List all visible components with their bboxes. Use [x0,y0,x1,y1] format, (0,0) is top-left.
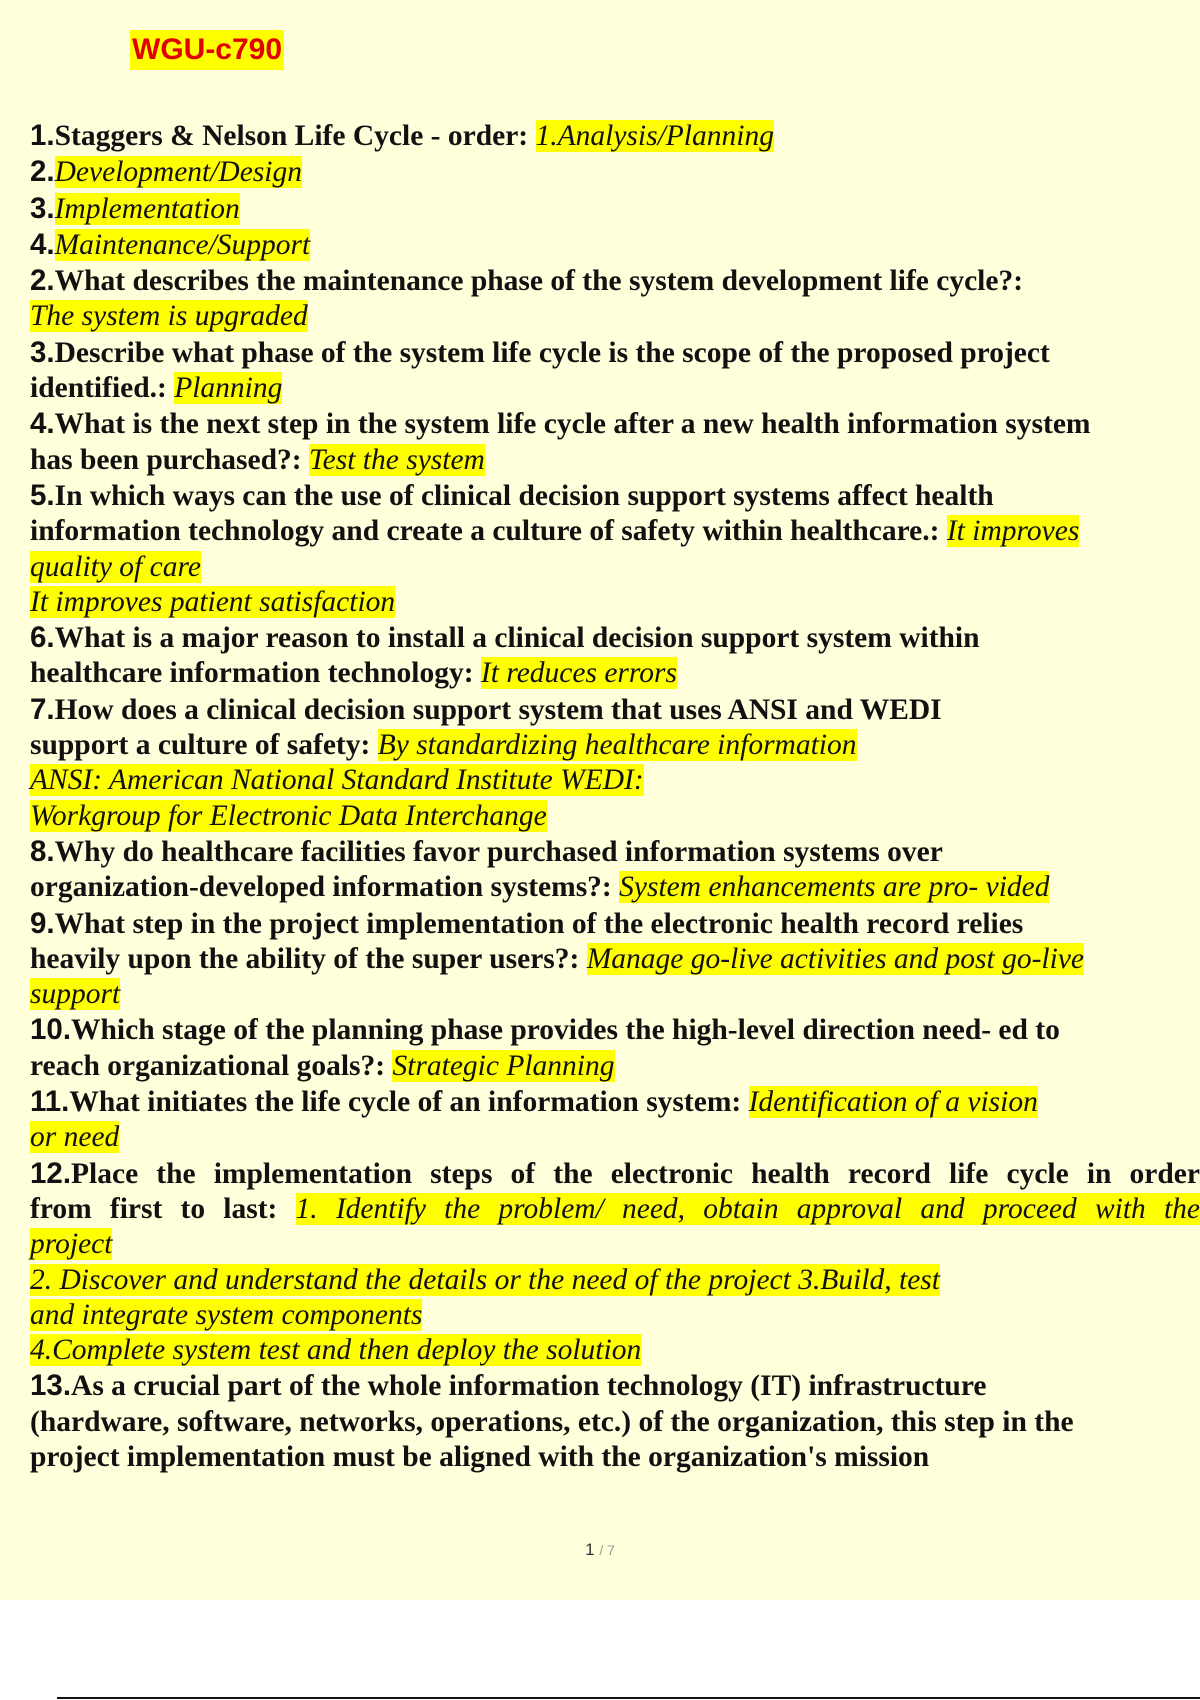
text-line [30,1405,1200,1440]
text-line [30,834,1200,870]
page-indicator [0,1540,1200,1560]
item-number: 1. [30,119,55,152]
text-line [30,1012,1200,1048]
question-text: identified.: [30,372,175,405]
question-text: As a crucial part of the whole information technology (IT) infrastructure [71,1370,987,1403]
item-number: 7. [30,692,55,726]
answer-highlight: Strategic Planning [392,1049,615,1082]
text-line [30,443,1200,478]
item-number: 2. [30,264,55,298]
answer-highlight: 4.Complete system test and then deploy the solution [30,1334,642,1367]
text-line [30,1368,1200,1404]
question-text: support a culture of safety: [30,729,378,762]
qa-list [30,118,1200,1475]
item-number: 2. [30,155,55,189]
answer-highlight: It reduces errors [480,657,678,690]
page-total: / 7 [599,1542,615,1558]
answer-highlight: Test the system [308,443,485,476]
text-line [30,1298,1200,1333]
question-text: Why do healthcare facilities favor purchased information systems over [54,835,943,868]
answer-highlight: Workgroup for Electronic Data Interchange [30,799,547,832]
question-text: Place the implementation steps of the electronic health record life cycle in order [71,1157,1200,1190]
text-line [30,942,1200,977]
question-text: healthcare information technology: [30,657,481,690]
text-line [30,478,1200,514]
text-line [30,656,1200,691]
question-text: What initiates the life cycle of an information system: [69,1086,749,1119]
answer-highlight: Maintenance/Support [54,228,311,261]
answer-highlight: or need [30,1121,120,1154]
text-line [30,335,1200,371]
text-line [30,1227,1200,1262]
text-line [30,977,1200,1012]
answer-highlight: 2. Discover and understand the details or the need of the project 3.Build, test [30,1263,940,1296]
text-line [30,870,1200,905]
document-title: WGU-c790 [130,30,284,70]
text-line [30,1192,1200,1227]
answer-highlight: project [30,1228,113,1261]
question-text: has been purchased?: [30,443,309,476]
question-text: heavily upon the ability of the super users?: [30,942,587,975]
answer-highlight: It improves patient satisfaction [30,585,396,618]
answer-highlight: Planning [174,372,283,405]
question-text: (hardware, software, networks, operations, etc.) of the organization, this step in the [30,1405,1074,1438]
answer-highlight: The system is upgraded [30,300,308,333]
text-line [30,620,1200,656]
question-text: reach organizational goals?: [30,1049,393,1082]
text-line [30,585,1200,620]
item-number: 12. [30,1156,72,1190]
answer-highlight: support [30,978,121,1011]
question-text: What is a major reason to install a clinical decision support system within [54,622,980,655]
question-text: project implementation must be aligned with the organization's mission [30,1440,930,1473]
question-text: What step in the project implementation of the electronic health record relies [54,907,1024,940]
answer-highlight: 1. Identify the problem/ need, obtain approval and proceed with the [295,1192,1200,1225]
answer-highlight: Development/Design [54,156,303,189]
answer-highlight: Identification of a vision [748,1086,1038,1119]
text-line [30,1049,1200,1084]
text-line [30,406,1200,442]
question-text: Which stage of the planning phase provides the high-level direction need- ed to [71,1014,1060,1047]
text-line [30,1084,1200,1120]
text-line [30,1440,1200,1475]
question-text: organization-developed information systems?: [30,871,620,904]
text-line [30,1120,1200,1155]
text-line [30,1263,1200,1298]
question-text: In which ways can the use of clinical decision support systems affect health [54,479,994,512]
item-number: 3. [30,335,55,369]
question-text: Describe what phase of the system life cycle is the scope of the proposed project [54,336,1050,369]
page-current: 1 [585,1540,595,1559]
text-line [30,263,1200,299]
question-text: information technology and create a culture of safety within healthcare.: [30,515,947,548]
text-line [30,550,1200,585]
text-line [30,728,1200,763]
answer-highlight: Implementation [54,192,240,225]
question-text: What describes the maintenance phase of the system development life cycle?: [54,265,1024,298]
text-line [30,1156,1200,1192]
text-line [30,692,1200,728]
answer-highlight: ANSI: American National Standard Institute WEDI: [30,764,644,797]
item-number: 4. [30,407,55,441]
answer-highlight: Manage go-live activities and post go-live [586,942,1084,975]
text-line [30,799,1200,834]
text-line [30,763,1200,798]
text-line [30,118,1200,154]
answer-highlight: and integrate system components [30,1298,423,1331]
text-line [30,227,1200,263]
question-text: How does a clinical decision support system that uses ANSI and WEDI [54,693,942,726]
item-number: 10. [30,1013,72,1047]
question-text: Staggers & Nelson Life Cycle - order: [54,120,536,152]
item-number: 13. [30,1369,72,1403]
answer-highlight: 1.Analysis/Planning [535,120,774,152]
page-divider [57,1697,1200,1699]
text-line [30,154,1200,190]
item-number: 8. [30,834,55,868]
answer-highlight: System enhancements are pro- vided [619,871,1050,904]
answer-highlight: It improves [946,515,1080,548]
item-number: 5. [30,478,55,512]
text-line [30,191,1200,227]
item-number: 9. [30,906,55,940]
item-number: 4. [30,227,55,261]
text-line [30,299,1200,334]
answer-highlight: By standardizing healthcare information [377,729,857,762]
item-number: 3. [30,191,55,225]
item-number: 11. [30,1085,70,1119]
answer-highlight: quality of care [30,550,201,583]
text-line [30,371,1200,406]
text-line [30,1333,1200,1368]
text-line [30,514,1200,549]
text-line [30,906,1200,942]
item-number: 6. [30,621,55,655]
question-text: from first to last: [30,1192,296,1225]
question-text: What is the next step in the system life cycle after a new health information system [54,408,1091,441]
